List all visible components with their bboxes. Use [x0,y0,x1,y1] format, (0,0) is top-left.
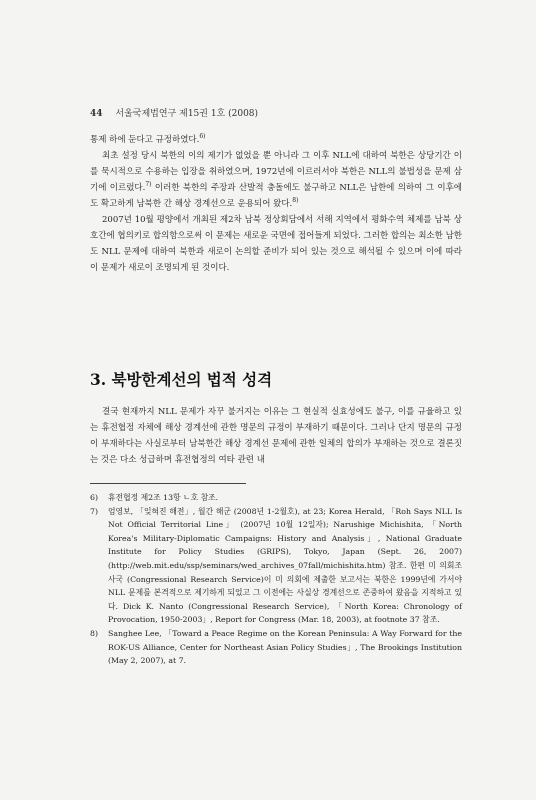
footnote-7 [90,505,462,627]
footnotes [90,491,462,668]
paragraph-text: 이러한 북한의 주장과 산발적 충돌에도 불구하고 NLL은 남한에 의하여 그 이후에도 확고하게 남북한 간 해상 경계선으로 운용되어 왔다. [90,183,462,209]
footnote-number: 7) [90,506,99,516]
running-header [90,106,258,119]
section-heading: 3. 북방한계선의 법적 성격 [90,370,273,389]
page-number: 44 [90,109,103,119]
footnote-8 [90,627,462,668]
paragraph-text: 최초 설정 당시 북한의 이의 제기가 없었을 뿐 아니라 그 이후 NLL에 대하여 북한은 상당기간 이를 묵시적으로 수용하는 입장을 취하였으며, 1972년에 이르러서야 북한은 NLL의 불법성을 문제 삼기에 이르렀다. [90,151,462,193]
body-text [90,132,462,276]
footnote-divider [90,483,246,484]
footnote-text: Sanghee Lee, 「Toward a Peace Regime on the Korean Peninsula: A Way Forward for the ROK-US Alliance, Center for Northeast Asian Policy Studies」, The Brookings Institution (May 2, 2007), at 7. [108,628,462,666]
paragraph-1 [90,132,462,148]
footnote-ref: 6) [199,133,206,141]
journal-title: 서울국제법연구 제15권 1호 (2008) [115,109,259,119]
footnote-text: 휴전협정 제2조 13항 ㄴ호 참조. [108,493,219,502]
paragraph-2 [90,148,462,212]
paragraph-text: 통제 하에 둔다고 규정하였다. [90,135,200,145]
footnote-6 [90,491,462,505]
footnote-ref: 8) [292,197,299,205]
footnote-number: 6) [90,493,99,502]
footnote-number: 8) [90,628,99,638]
footnote-ref: 7) [145,181,152,189]
footnote-text: 엄영보, 「잊혀진 해전」, 월간 해군 (2008년 1-2월호), at 23; Korea Herald, 「Roh Says NLL Is Not Official Territorial Line」 (2007년 10월 12일자); Narushige Michishita, 「North Korea's Military-Diplomatic Campaigns: History and Analysis」, National Graduate Institute for Policy Studies (GRIPS), Tokyo, Japan (Sept. 26, 2007) (http://web.mit.edu/ssp/seminars/wed_archives_07fall/michishita.htm) 참조. 한편 미 의회조사국 (Congressional Research Service)이 미 의회에 제출한 보고서는 북한은 1999년에 가서야 NLL 문제를 본격적으로 제기하게 되었고 그 이전에는 사실상 경계선으로 존중하여 왔음을 지적하고 있다. Dick K. Nanto (Congressional Research Service), 「North Korea: Chronology of Provocation, 1950-2003」, Report for Congress (Mar. 18, 2003), at footnote 37 참조. [108,506,462,625]
paragraph-text: 2007년 10월 평양에서 개최된 제2차 남북 정상회담에서 서해 지역에서 평화수역 체제를 남북 상호간에 협의키로 합의함으로써 이 문제는 새로운 국면에 접어들게 되었다. 그러한 합의는 최소한 남한도 NLL 문제에 대하여 북한과 새로이 논의할 준비가 되어 있는 것으로 해석될 수 있으며 이에 따라 이 문제가 새로이 조명되게 된 것이다. [90,215,462,273]
section-body [90,404,462,468]
section-paragraph: 결국 현재까지 NLL 문제가 자꾸 불거지는 이유는 그 현실적 실효성에도 불구, 이를 규율하고 있는 휴전협정 자체에 해상 경계선에 관한 명문의 규정이 부재하기 때문이다. 그러나 단지 명문의 규정이 부재하다는 사실로부터 남북한간 해상 경계선 문제에 관한 일체의 합의가 부재하는 것으로 결론짓는 것은 다소 성급하며 휴전협정의 여타 관련 내 [90,407,462,465]
paragraph-3 [90,212,462,276]
